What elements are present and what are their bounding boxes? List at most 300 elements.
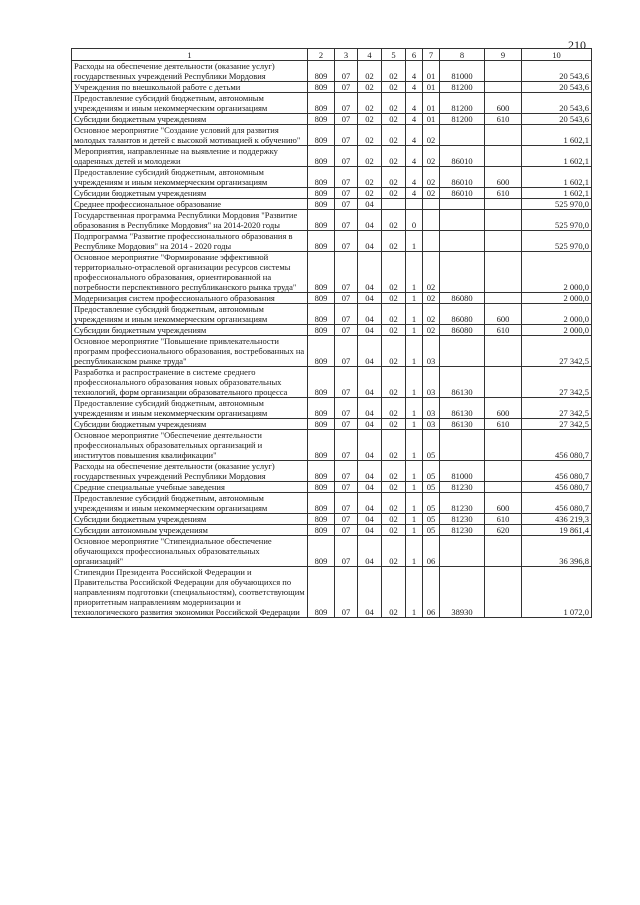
code-subsection: 04 xyxy=(358,461,382,482)
code-expense-type xyxy=(485,430,522,461)
code-program: 02 xyxy=(382,304,406,325)
code-ministry: 809 xyxy=(308,210,335,231)
code-expense-type: 610 xyxy=(485,188,522,199)
code-ministry: 809 xyxy=(308,398,335,419)
code-program: 02 xyxy=(382,493,406,514)
code-section: 07 xyxy=(335,430,358,461)
table-row xyxy=(72,61,592,82)
code-subsection: 04 xyxy=(358,367,382,398)
table-row xyxy=(72,293,592,304)
code-ministry: 809 xyxy=(308,231,335,252)
code-program: 02 xyxy=(382,293,406,304)
code-event xyxy=(423,199,440,210)
code-event: 06 xyxy=(423,536,440,567)
amount: 525 970,0 xyxy=(522,199,592,210)
table-row xyxy=(72,210,592,231)
code-subprogram: 1 xyxy=(406,536,423,567)
row-description: Основное мероприятие "Стипендиальное обеспечение обучающихся профессиональных образовательных организаций" xyxy=(72,536,308,567)
code-expense-type: 610 xyxy=(485,419,522,430)
code-subprogram: 1 xyxy=(406,293,423,304)
code-subsection: 02 xyxy=(358,114,382,125)
code-section: 07 xyxy=(335,461,358,482)
code-event: 05 xyxy=(423,482,440,493)
table-row xyxy=(72,114,592,125)
code-section: 07 xyxy=(335,398,358,419)
code-section: 07 xyxy=(335,536,358,567)
row-description: Расходы на обеспечение деятельности (оказание услуг) государственных учреждений Республики Мордовия xyxy=(72,61,308,82)
code-expense-type xyxy=(485,146,522,167)
code-subprogram: 1 xyxy=(406,493,423,514)
row-description: Мероприятия, направленные на выявление и поддержку одаренных детей и молодежи xyxy=(72,146,308,167)
code-event: 02 xyxy=(423,125,440,146)
code-expense-type: 610 xyxy=(485,325,522,336)
code-subsection: 04 xyxy=(358,536,382,567)
row-description: Предоставление субсидий бюджетным, автономным учреждениям и иным некоммерческим организациям xyxy=(72,398,308,419)
code-subsection: 04 xyxy=(358,199,382,210)
code-event: 05 xyxy=(423,525,440,536)
code-direction: 86080 xyxy=(440,325,485,336)
code-expense-type: 600 xyxy=(485,93,522,114)
code-event: 02 xyxy=(423,325,440,336)
column-header: 8 xyxy=(440,49,485,61)
amount: 36 396,8 xyxy=(522,536,592,567)
code-expense-type xyxy=(485,482,522,493)
amount: 456 080,7 xyxy=(522,493,592,514)
code-event xyxy=(423,210,440,231)
code-direction: 86010 xyxy=(440,146,485,167)
row-description: Основное мероприятие "Формирование эффективной территориально-отраслевой организации ресурсов системы профессионального образования, ориентированной на потребности перспективного республиканского рынка труда" xyxy=(72,252,308,293)
row-description: Субсидии бюджетным учреждениям xyxy=(72,188,308,199)
code-ministry: 809 xyxy=(308,125,335,146)
code-direction xyxy=(440,210,485,231)
row-description: Субсидии автономным учреждениям xyxy=(72,525,308,536)
code-direction xyxy=(440,231,485,252)
column-header: 6 xyxy=(406,49,423,61)
row-description: Предоставление субсидий бюджетным, автономным учреждениям и иным некоммерческим организациям xyxy=(72,304,308,325)
code-subprogram: 4 xyxy=(406,125,423,146)
code-event: 06 xyxy=(423,567,440,618)
code-expense-type: 620 xyxy=(485,525,522,536)
code-direction xyxy=(440,536,485,567)
row-description: Предоставление субсидий бюджетным, автономным учреждениям и иным некоммерческим организациям xyxy=(72,93,308,114)
table-row xyxy=(72,325,592,336)
code-ministry: 809 xyxy=(308,536,335,567)
code-direction: 86080 xyxy=(440,293,485,304)
code-section: 07 xyxy=(335,231,358,252)
row-description: Подпрограмма "Развитие профессионального образования в Республике Мордовия" на 2014 - 2020 годы xyxy=(72,231,308,252)
table-row xyxy=(72,146,592,167)
column-header: 1 xyxy=(72,49,308,61)
code-subprogram: 1 xyxy=(406,514,423,525)
amount: 1 602,1 xyxy=(522,188,592,199)
code-program: 02 xyxy=(382,188,406,199)
row-description: Средние специальные учебные заведения xyxy=(72,482,308,493)
amount: 20 543,6 xyxy=(522,82,592,93)
row-description: Основное мероприятие "Обеспечение деятельности профессиональных образовательных организаций и институтов повышения квалификации" xyxy=(72,430,308,461)
code-subprogram: 1 xyxy=(406,461,423,482)
code-event: 02 xyxy=(423,188,440,199)
code-ministry: 809 xyxy=(308,482,335,493)
code-program: 02 xyxy=(382,336,406,367)
code-direction: 81230 xyxy=(440,493,485,514)
row-description: Модернизация систем профессионального образования xyxy=(72,293,308,304)
code-subsection: 04 xyxy=(358,430,382,461)
code-program: 02 xyxy=(382,231,406,252)
code-direction: 86130 xyxy=(440,398,485,419)
column-header: 10 xyxy=(522,49,592,61)
header-row xyxy=(72,49,592,61)
code-event: 02 xyxy=(423,304,440,325)
amount: 1 602,1 xyxy=(522,146,592,167)
code-direction: 81200 xyxy=(440,93,485,114)
table-row xyxy=(72,430,592,461)
code-subsection: 02 xyxy=(358,61,382,82)
code-expense-type: 610 xyxy=(485,514,522,525)
code-section: 07 xyxy=(335,567,358,618)
amount: 436 219,3 xyxy=(522,514,592,525)
row-description: Основное мероприятие "Создание условий для развития молодых талантов и детей с высокой мотивацией к обучению" xyxy=(72,125,308,146)
code-direction: 86080 xyxy=(440,304,485,325)
code-program: 02 xyxy=(382,93,406,114)
table-row xyxy=(72,336,592,367)
code-subsection: 04 xyxy=(358,398,382,419)
code-section: 07 xyxy=(335,514,358,525)
code-program: 02 xyxy=(382,125,406,146)
code-direction xyxy=(440,125,485,146)
code-section: 07 xyxy=(335,125,358,146)
code-direction xyxy=(440,430,485,461)
code-section: 07 xyxy=(335,167,358,188)
amount: 27 342,5 xyxy=(522,398,592,419)
code-section: 07 xyxy=(335,336,358,367)
code-subsection: 02 xyxy=(358,167,382,188)
code-section: 07 xyxy=(335,325,358,336)
code-ministry: 809 xyxy=(308,419,335,430)
code-ministry: 809 xyxy=(308,82,335,93)
amount: 525 970,0 xyxy=(522,231,592,252)
code-event: 03 xyxy=(423,336,440,367)
code-program: 02 xyxy=(382,114,406,125)
code-event: 05 xyxy=(423,430,440,461)
code-program: 02 xyxy=(382,419,406,430)
code-subsection: 04 xyxy=(358,293,382,304)
code-section: 07 xyxy=(335,61,358,82)
code-program: 02 xyxy=(382,210,406,231)
code-event: 01 xyxy=(423,93,440,114)
code-direction: 86130 xyxy=(440,367,485,398)
amount: 456 080,7 xyxy=(522,482,592,493)
code-subsection: 02 xyxy=(358,146,382,167)
row-description: Учреждения по внешкольной работе с детьми xyxy=(72,82,308,93)
code-ministry: 809 xyxy=(308,252,335,293)
column-header: 9 xyxy=(485,49,522,61)
code-program: 02 xyxy=(382,430,406,461)
row-description: Основное мероприятие "Повышение привлекательности программ профессионального образования, востребованных на республиканском рынке труда" xyxy=(72,336,308,367)
code-program: 02 xyxy=(382,567,406,618)
code-section: 07 xyxy=(335,525,358,536)
code-expense-type xyxy=(485,231,522,252)
code-subprogram: 1 xyxy=(406,367,423,398)
row-description: Предоставление субсидий бюджетным, автономным учреждениям и иным некоммерческим организациям xyxy=(72,493,308,514)
amount: 20 543,6 xyxy=(522,114,592,125)
row-description: Предоставление субсидий бюджетным, автономным учреждениям и иным некоммерческим организациям xyxy=(72,167,308,188)
code-event: 02 xyxy=(423,252,440,293)
code-subprogram: 1 xyxy=(406,336,423,367)
code-section: 07 xyxy=(335,419,358,430)
code-section: 07 xyxy=(335,293,358,304)
code-ministry: 809 xyxy=(308,493,335,514)
code-event: 02 xyxy=(423,167,440,188)
row-description: Субсидии бюджетным учреждениям xyxy=(72,114,308,125)
code-subsection: 04 xyxy=(358,252,382,293)
code-expense-type xyxy=(485,210,522,231)
code-expense-type xyxy=(485,199,522,210)
table-row xyxy=(72,525,592,536)
code-direction: 81230 xyxy=(440,514,485,525)
code-expense-type xyxy=(485,336,522,367)
code-ministry: 809 xyxy=(308,114,335,125)
code-subsection: 04 xyxy=(358,304,382,325)
code-ministry: 809 xyxy=(308,367,335,398)
code-subprogram: 4 xyxy=(406,114,423,125)
table-row xyxy=(72,567,592,618)
code-ministry: 809 xyxy=(308,188,335,199)
code-program: 02 xyxy=(382,461,406,482)
page-number: 210 xyxy=(568,38,586,52)
code-event: 01 xyxy=(423,61,440,82)
amount: 525 970,0 xyxy=(522,210,592,231)
code-ministry: 809 xyxy=(308,199,335,210)
code-section: 07 xyxy=(335,146,358,167)
code-event: 01 xyxy=(423,82,440,93)
amount: 1 602,1 xyxy=(522,125,592,146)
table-row xyxy=(72,514,592,525)
code-ministry: 809 xyxy=(308,325,335,336)
code-ministry: 809 xyxy=(308,146,335,167)
code-subprogram: 1 xyxy=(406,567,423,618)
code-event: 03 xyxy=(423,419,440,430)
code-section: 07 xyxy=(335,210,358,231)
code-subsection: 04 xyxy=(358,482,382,493)
row-description: Среднее профессиональное образование xyxy=(72,199,308,210)
code-subprogram: 1 xyxy=(406,325,423,336)
code-subprogram: 4 xyxy=(406,146,423,167)
code-expense-type: 600 xyxy=(485,304,522,325)
code-program: 02 xyxy=(382,482,406,493)
code-subprogram: 0 xyxy=(406,210,423,231)
code-direction: 38930 xyxy=(440,567,485,618)
code-expense-type: 600 xyxy=(485,398,522,419)
amount: 2 000,0 xyxy=(522,304,592,325)
code-subsection: 04 xyxy=(358,567,382,618)
code-subsection: 02 xyxy=(358,125,382,146)
code-subsection: 02 xyxy=(358,93,382,114)
column-header: 2 xyxy=(308,49,335,61)
code-subprogram xyxy=(406,199,423,210)
table-row xyxy=(72,536,592,567)
code-ministry: 809 xyxy=(308,304,335,325)
code-expense-type: 600 xyxy=(485,493,522,514)
table-row xyxy=(72,482,592,493)
table-row xyxy=(72,398,592,419)
code-ministry: 809 xyxy=(308,430,335,461)
code-event: 05 xyxy=(423,493,440,514)
code-subsection: 04 xyxy=(358,419,382,430)
amount: 456 080,7 xyxy=(522,461,592,482)
column-header: 3 xyxy=(335,49,358,61)
code-event: 03 xyxy=(423,398,440,419)
code-event: 02 xyxy=(423,146,440,167)
code-expense-type xyxy=(485,125,522,146)
table-row xyxy=(72,461,592,482)
column-header: 5 xyxy=(382,49,406,61)
code-subsection: 04 xyxy=(358,325,382,336)
code-section: 07 xyxy=(335,493,358,514)
code-program: 02 xyxy=(382,398,406,419)
code-direction xyxy=(440,199,485,210)
code-section: 07 xyxy=(335,367,358,398)
code-subprogram: 1 xyxy=(406,419,423,430)
code-expense-type: 610 xyxy=(485,114,522,125)
table-row xyxy=(72,419,592,430)
amount: 27 342,5 xyxy=(522,419,592,430)
code-subprogram: 1 xyxy=(406,525,423,536)
amount: 2 000,0 xyxy=(522,252,592,293)
code-section: 07 xyxy=(335,82,358,93)
table-row xyxy=(72,304,592,325)
column-header: 4 xyxy=(358,49,382,61)
code-ministry: 809 xyxy=(308,336,335,367)
row-description: Стипендии Президента Российской Федерации и Правительства Российской Федерации для обучающихся по направлениям подготовки (специальностям), соответствующим приоритетным направлениям модернизации и технологического развития экономики Российской Федерации xyxy=(72,567,308,618)
column-header: 7 xyxy=(423,49,440,61)
code-section: 07 xyxy=(335,114,358,125)
code-subprogram: 4 xyxy=(406,188,423,199)
code-event: 05 xyxy=(423,514,440,525)
code-direction: 81200 xyxy=(440,82,485,93)
code-subsection: 04 xyxy=(358,210,382,231)
code-section: 07 xyxy=(335,482,358,493)
code-expense-type xyxy=(485,82,522,93)
amount: 20 543,6 xyxy=(522,61,592,82)
code-expense-type xyxy=(485,461,522,482)
table-row xyxy=(72,199,592,210)
code-event: 03 xyxy=(423,367,440,398)
amount: 20 543,6 xyxy=(522,93,592,114)
amount: 2 000,0 xyxy=(522,325,592,336)
amount: 456 080,7 xyxy=(522,430,592,461)
code-subprogram: 1 xyxy=(406,482,423,493)
code-subprogram: 1 xyxy=(406,231,423,252)
code-program xyxy=(382,199,406,210)
code-program: 02 xyxy=(382,367,406,398)
code-ministry: 809 xyxy=(308,461,335,482)
code-expense-type xyxy=(485,293,522,304)
amount: 2 000,0 xyxy=(522,293,592,304)
code-direction: 86010 xyxy=(440,188,485,199)
code-subprogram: 4 xyxy=(406,167,423,188)
code-subsection: 02 xyxy=(358,82,382,93)
code-expense-type: 600 xyxy=(485,167,522,188)
code-direction: 81000 xyxy=(440,61,485,82)
code-event xyxy=(423,231,440,252)
code-subprogram: 1 xyxy=(406,430,423,461)
code-section: 07 xyxy=(335,188,358,199)
code-event: 01 xyxy=(423,114,440,125)
code-program: 02 xyxy=(382,525,406,536)
code-ministry: 809 xyxy=(308,525,335,536)
table-row xyxy=(72,167,592,188)
code-ministry: 809 xyxy=(308,567,335,618)
row-description: Субсидии бюджетным учреждениям xyxy=(72,325,308,336)
code-program: 02 xyxy=(382,146,406,167)
table-row xyxy=(72,82,592,93)
code-program: 02 xyxy=(382,167,406,188)
code-subprogram: 4 xyxy=(406,82,423,93)
code-subsection: 04 xyxy=(358,514,382,525)
code-ministry: 809 xyxy=(308,167,335,188)
row-description: Субсидии бюджетным учреждениям xyxy=(72,514,308,525)
code-subsection: 04 xyxy=(358,336,382,367)
row-description: Разработка и распространение в системе среднего профессионального образования новых образовательных технологий, форм организации образовательного процесса xyxy=(72,367,308,398)
row-description: Государственная программа Республики Мордовия "Развитие образования в Республике Мордовия" на 2014-2020 годы xyxy=(72,210,308,231)
budget-table xyxy=(71,48,592,618)
code-event: 05 xyxy=(423,461,440,482)
code-program: 02 xyxy=(382,61,406,82)
amount: 1 602,1 xyxy=(522,167,592,188)
code-subprogram: 1 xyxy=(406,252,423,293)
code-subsection: 04 xyxy=(358,231,382,252)
code-ministry: 809 xyxy=(308,93,335,114)
code-expense-type xyxy=(485,367,522,398)
code-section: 07 xyxy=(335,252,358,293)
code-ministry: 809 xyxy=(308,293,335,304)
code-section: 07 xyxy=(335,199,358,210)
code-program: 02 xyxy=(382,325,406,336)
code-program: 02 xyxy=(382,82,406,93)
code-subprogram: 4 xyxy=(406,93,423,114)
row-description: Субсидии бюджетным учреждениям xyxy=(72,419,308,430)
code-direction: 81200 xyxy=(440,114,485,125)
code-subprogram: 1 xyxy=(406,304,423,325)
code-ministry: 809 xyxy=(308,61,335,82)
table-row xyxy=(72,493,592,514)
table-row xyxy=(72,367,592,398)
code-ministry: 809 xyxy=(308,514,335,525)
code-expense-type xyxy=(485,252,522,293)
table-row xyxy=(72,93,592,114)
amount: 1 072,0 xyxy=(522,567,592,618)
table-row xyxy=(72,125,592,146)
code-subsection: 02 xyxy=(358,188,382,199)
code-program: 02 xyxy=(382,252,406,293)
code-program: 02 xyxy=(382,536,406,567)
amount: 27 342,5 xyxy=(522,367,592,398)
code-direction: 81230 xyxy=(440,482,485,493)
amount: 27 342,5 xyxy=(522,336,592,367)
code-subsection: 04 xyxy=(358,493,382,514)
code-subprogram: 4 xyxy=(406,61,423,82)
code-subsection: 04 xyxy=(358,525,382,536)
row-description: Расходы на обеспечение деятельности (оказание услуг) государственных учреждений Республики Мордовия xyxy=(72,461,308,482)
code-expense-type xyxy=(485,61,522,82)
amount: 19 861,4 xyxy=(522,525,592,536)
table-row xyxy=(72,231,592,252)
code-direction: 86010 xyxy=(440,167,485,188)
code-direction xyxy=(440,336,485,367)
code-subprogram: 1 xyxy=(406,398,423,419)
code-section: 07 xyxy=(335,304,358,325)
code-program: 02 xyxy=(382,514,406,525)
